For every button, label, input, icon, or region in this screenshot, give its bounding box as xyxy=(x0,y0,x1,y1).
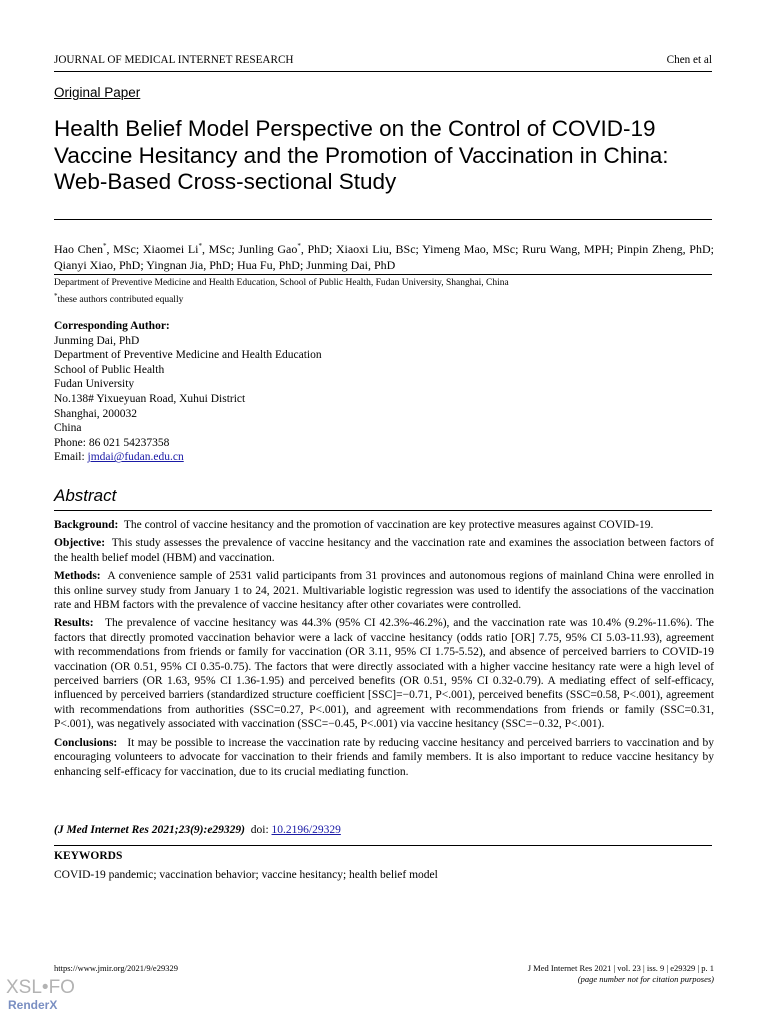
author-name: Junming Dai xyxy=(306,258,368,272)
objective-label: Objective: xyxy=(54,537,106,550)
author xyxy=(143,242,235,256)
citation xyxy=(54,824,341,836)
footer-note: (page number not for citation purposes) xyxy=(577,974,714,984)
corresponding-line: Shanghai, 200032 xyxy=(54,407,138,420)
doi-link[interactable]: 10.2196/29329 xyxy=(271,824,341,836)
author-degree: , PhD xyxy=(367,258,396,272)
author-degree: , BSc; xyxy=(388,242,419,256)
header-rule xyxy=(54,71,712,72)
corresponding-line: China xyxy=(54,422,82,435)
corresponding-author xyxy=(54,319,322,465)
corresponding-line: Junming Dai, PhD xyxy=(54,334,140,347)
corresponding-heading: Corresponding Author: xyxy=(54,320,170,332)
author-degree: , PhD; xyxy=(300,242,333,256)
author-name: Qianyi Xiao xyxy=(54,258,113,272)
author xyxy=(238,242,332,256)
author-name: Hao Chen xyxy=(54,242,103,256)
keywords-text: COVID-19 pandemic; vaccination behavior; vaccine hesitancy; health belief model xyxy=(54,869,438,881)
author-rule xyxy=(54,274,712,275)
abstract-body xyxy=(54,518,714,783)
author-degree: , PhD; xyxy=(203,258,234,272)
author-degree: , MSc; xyxy=(106,242,140,256)
author-degree: , PhD; xyxy=(682,242,714,256)
email-link[interactable]: jmdai@fudan.edu.cn xyxy=(87,451,184,464)
results-text: The prevalence of vaccine hesitancy was 44.3% (95% CI 42.3%-46.2%), and the vaccination rate was 10.4% (9.2%-11.6%). The factors that directly promoted vaccination behavior were a lack of vaccine hesitancy (odds ratio [OR] 7.75, 95% CI 5.03-11.93), agreement with recommendations from friends or family for vaccination (OR 3.11, 95% CI 1.75-5.52), and absence of perceived barriers to COVID-19 vaccination (OR 0.51, 95% CI 0.35-0.75). The factors that were directly associated with a higher vaccine hesitancy rate were a high level of perceived barriers (OR 1.63, 95% CI 1.36-1.95) and perceived benefits (OR 0.51, 95% CI 0.32-0.79). A mediating effect of self-efficacy, influenced by perceived barriers (standardized structure coefficient [SSC]=−0.71, P<.001), perceived benefits (SSC=0.58, P<.001), agreement with recommendations from authorities (SSC=0.27, P<.001), and agreement with recommendations from friends or family (SSC=0.31, P<.001), was negatively associated with vaccination (SSC=−0.45, P<.001) via vaccine hesitancy (SSC=−0.32, P<.001). xyxy=(54,617,714,731)
author xyxy=(422,242,518,256)
author xyxy=(617,242,714,256)
abstract-objective xyxy=(54,536,714,565)
article-type: Original Paper xyxy=(54,85,141,100)
author xyxy=(522,242,613,256)
keywords-rule xyxy=(54,845,712,846)
author-footnote-mark: * xyxy=(198,242,202,250)
author-footnote-mark: * xyxy=(103,242,107,250)
background-label: Background: xyxy=(54,519,119,531)
abstract-results xyxy=(54,616,714,731)
corresponding-line: School of Public Health xyxy=(54,363,165,376)
author xyxy=(237,258,303,272)
author-list xyxy=(54,238,714,273)
author-name: Pinpin Zheng xyxy=(616,242,683,256)
title-rule xyxy=(54,219,712,220)
author xyxy=(54,258,144,272)
corresponding-line: Department of Preventive Medicine and Health Education xyxy=(54,349,322,362)
email-label: Email: xyxy=(54,451,88,464)
author-degree: , MSc; xyxy=(202,242,235,256)
author-degree: , MSc; xyxy=(485,242,519,256)
author xyxy=(146,258,234,272)
author-degree: , MPH; xyxy=(577,242,614,256)
footer-ref: J Med Internet Res 2021 | vol. 23 | iss. 9 | e29329 | p. 1 xyxy=(527,963,714,973)
note-symbol: * xyxy=(54,292,58,300)
author-name: Xiaomei Li xyxy=(142,242,199,256)
objective-text: This study assesses the prevalence of vaccine hesitancy and the vaccination rate and examines the association between factors of the health belief model (HBM) and vaccination. xyxy=(54,537,714,564)
equal-contribution-note xyxy=(54,290,183,307)
corresponding-line: No.138# Yixueyuan Road, Xuhui District xyxy=(54,392,246,405)
methods-label: Methods: xyxy=(54,570,101,583)
note-text: these authors contributed equally xyxy=(57,295,184,306)
doi-label: doi: xyxy=(250,824,272,836)
author xyxy=(336,242,419,256)
abstract-rule xyxy=(54,510,712,511)
author-name: Xiaoxi Liu xyxy=(335,242,389,256)
author-name: Yimeng Mao xyxy=(422,242,486,256)
footer-url: https://www.jmir.org/2021/9/e29329 xyxy=(54,963,178,973)
author-name: Ruru Wang xyxy=(522,242,578,256)
methods-text: A convenience sample of 2531 valid participants from 31 provinces and autonomous regions of mainland China were enrolled in this online survey study from January 1 to 24, 2021. Multivariable logistic regression was used to identify the associations of the vaccination rate and HBM factors with the prevalence of vaccine hesitancy after other covariates were controlled. xyxy=(54,570,714,612)
affiliation: Department of Preventive Medicine and Health Education, School of Public Health, Fudan University, Shanghai, China xyxy=(54,278,509,288)
author-name: Hua Fu xyxy=(236,258,273,272)
logo-bottom-text: RenderX xyxy=(8,998,58,1012)
abstract-background xyxy=(54,518,714,532)
author xyxy=(306,258,395,272)
abstract-heading: Abstract xyxy=(54,486,117,505)
conclusions-label: Conclusions: xyxy=(54,736,118,749)
email-line xyxy=(54,450,322,465)
logo-top-text: XSL•FO xyxy=(6,977,75,998)
abstract-methods xyxy=(54,569,714,612)
author-degree: , PhD; xyxy=(113,258,144,272)
author-degree: , PhD; xyxy=(272,258,304,272)
conclusions-text: It may be possible to increase the vaccination rate by reducing vaccine hesitancy and perceived barriers to vaccination and by encouraging volunteers to advocate for vaccination to their friends and family members. It is also important to reduce vaccine hesitancy by enhancing self-efficacy for vaccination, due to its crucial mediating function. xyxy=(54,736,715,778)
running-author: Chen et al xyxy=(666,54,712,66)
citation-ref: (J Med Internet Res 2021;23(9):e29329) xyxy=(54,824,246,836)
corresponding-line: Fudan University xyxy=(54,378,135,391)
keywords-heading: KEYWORDS xyxy=(54,850,123,862)
journal-name: JOURNAL OF MEDICAL INTERNET RESEARCH xyxy=(54,54,294,66)
background-text: The control of vaccine hesitancy and the promotion of vaccination are key protective measures against COVID-19. xyxy=(123,519,654,531)
author-name: Junling Gao xyxy=(238,242,298,256)
author-footnote-mark: * xyxy=(297,242,301,250)
xslfo-renderx-logo xyxy=(6,978,75,1012)
results-label: Results: xyxy=(54,617,94,630)
author xyxy=(54,242,139,256)
author-name: Yingnan Jia xyxy=(146,258,204,272)
corresponding-line: Phone: 86 021 54237358 xyxy=(54,436,170,449)
abstract-conclusions xyxy=(54,736,714,779)
article-title: Health Belief Model Perspective on the Control of COVID-19 Vaccine Hesitancy and the Promotion of Vaccination in China: Web-Based Cross-sectional Study xyxy=(54,116,669,194)
